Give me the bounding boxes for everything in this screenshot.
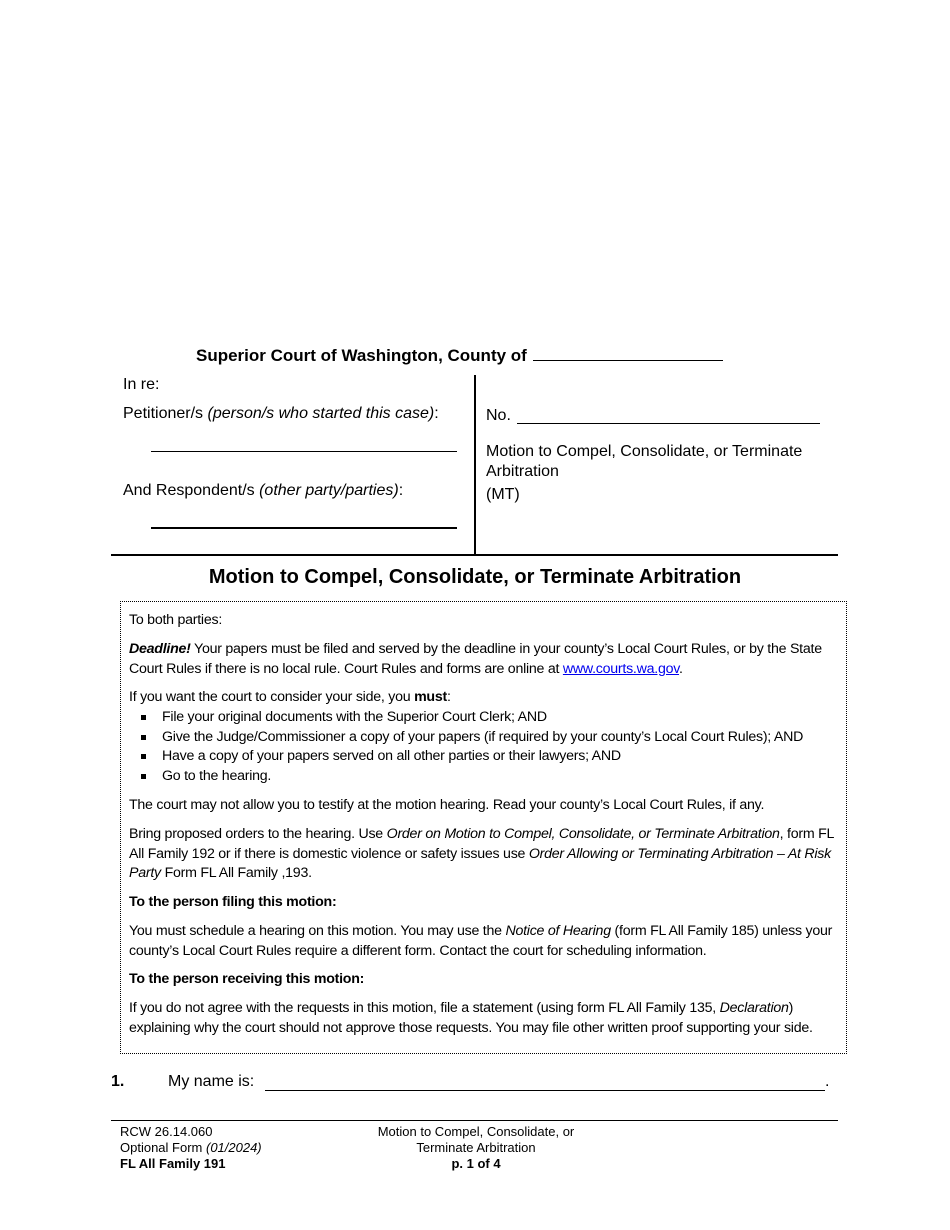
orders-text-3: Form FL All Family ,193. xyxy=(160,865,312,882)
court-title-text: Superior Court of Washington, County of xyxy=(196,346,527,365)
document-title: Motion to Compel, Consolidate, or Terminate Arbitration xyxy=(208,566,742,588)
footer-form-code: FL All Family 191 xyxy=(120,1156,226,1171)
item-1-end: . xyxy=(825,1073,830,1090)
petitioner-colon: : xyxy=(434,405,439,422)
notice-to-both: To both parties: xyxy=(129,612,223,628)
footer-left xyxy=(120,1124,262,1172)
notice-deadline xyxy=(129,640,841,679)
footer-title-line-1: Motion to Compel, Consolidate, or xyxy=(377,1124,575,1139)
petitioner-hint: (person/s who started this case) xyxy=(207,405,435,422)
receiving-text-1: If you do not agree with the requests in this motion, file a statement (using form FL All Family 135, xyxy=(129,1000,720,1016)
petitioner-name-field[interactable] xyxy=(151,451,457,452)
filing-notice-of-hearing: Notice of Hearing xyxy=(505,923,611,939)
respondent-colon: : xyxy=(398,482,404,499)
footer-center xyxy=(350,1124,602,1172)
deadline-end: . xyxy=(679,660,683,677)
footer-optional-label: Optional Form xyxy=(120,1140,206,1155)
footer-title-line-2: Terminate Arbitration xyxy=(416,1140,536,1155)
notice-filing xyxy=(129,922,841,961)
list-item: Go to the hearing. xyxy=(129,767,803,787)
filing-text-2: (form FL All Family 185) unless your county’s Local Court Rules require a different form. Contact the court for scheduling information. xyxy=(129,923,833,959)
consider-pre: If you want the court to consider your side, you xyxy=(129,689,415,705)
item-1-number: 1. xyxy=(111,1073,125,1090)
caption-divider-horizontal xyxy=(111,554,838,556)
my-name-field[interactable] xyxy=(265,1090,825,1091)
notice-receiving xyxy=(129,999,841,1038)
respondent-label-text: And Respondent/s xyxy=(123,482,260,499)
caption-form-code: (MT) xyxy=(486,486,520,503)
footer-form-date: (01/2024) xyxy=(205,1140,262,1155)
consider-post: : xyxy=(446,689,451,705)
footer-divider xyxy=(111,1120,838,1121)
receiving-heading: To the person receiving this motion: xyxy=(129,971,365,987)
consider-must: must xyxy=(414,689,447,705)
orders-form-192: Order on Motion to Compel, Consolidate, or Terminate Arbitration xyxy=(386,826,780,842)
deadline-label: Deadline! xyxy=(129,641,191,657)
filing-text-1: You must schedule a hearing on this motion. You may use the xyxy=(129,923,506,939)
notice-bullet-list xyxy=(129,708,803,786)
caption-form-title: Motion to Compel, Consolidate, or Terminate Arbitration xyxy=(486,443,803,480)
orders-text-2: , form FL All Family 192 or if there is domestic violence or safety issues use xyxy=(129,826,834,862)
county-blank-field[interactable] xyxy=(533,344,723,361)
list-item: File your original documents with the Superior Court Clerk; AND xyxy=(129,708,803,728)
court-title xyxy=(196,344,723,366)
receiving-text-2: ) explaining why the court should not approve those requests. You may file other written proof supporting your side. xyxy=(129,1000,813,1036)
footer-rcw: RCW 26.14.060 xyxy=(120,1124,213,1139)
list-item: Have a copy of your papers served on all other parties or their lawyers; AND xyxy=(129,747,803,767)
petitioner-label-text: Petitioner/s xyxy=(123,405,208,422)
courts-website-link[interactable]: www.courts.wa.gov xyxy=(562,660,680,677)
deadline-text: Your papers must be filed and served by the deadline in your county’s Local Court Rules, or by the State Court Rules if there is no local rule. Court Rules and forms are online at xyxy=(129,641,822,677)
case-number-field[interactable] xyxy=(517,423,820,424)
orders-form-193: Order Allowing or Terminating Arbitration – At Risk Party xyxy=(129,845,831,882)
case-number-label: No. xyxy=(486,407,511,424)
respondent-name-field[interactable] xyxy=(151,527,457,529)
respondent-label xyxy=(123,482,403,500)
caption-divider-vertical xyxy=(474,375,476,555)
notice-orders xyxy=(129,825,841,884)
notice-consider xyxy=(129,688,841,708)
in-re-label: In re: xyxy=(123,376,160,393)
footer-optional-form xyxy=(120,1140,262,1156)
petitioner-label xyxy=(123,405,439,423)
filing-heading: To the person filing this motion: xyxy=(129,894,337,910)
orders-text-1: Bring proposed orders to the hearing. Use xyxy=(129,826,387,842)
receiving-declaration: Declaration xyxy=(719,1000,789,1016)
notice-testify: The court may not allow you to testify at the motion hearing. Read your county’s Local Court Rules, if any. xyxy=(129,797,765,813)
item-1-label: My name is: xyxy=(168,1073,255,1090)
respondent-hint: (other party/parties) xyxy=(259,482,399,499)
footer-page-number: p. 1 of 4 xyxy=(451,1156,501,1171)
list-item: Give the Judge/Commissioner a copy of your papers (if required by your county’s Local Court Rules); AND xyxy=(129,728,803,748)
